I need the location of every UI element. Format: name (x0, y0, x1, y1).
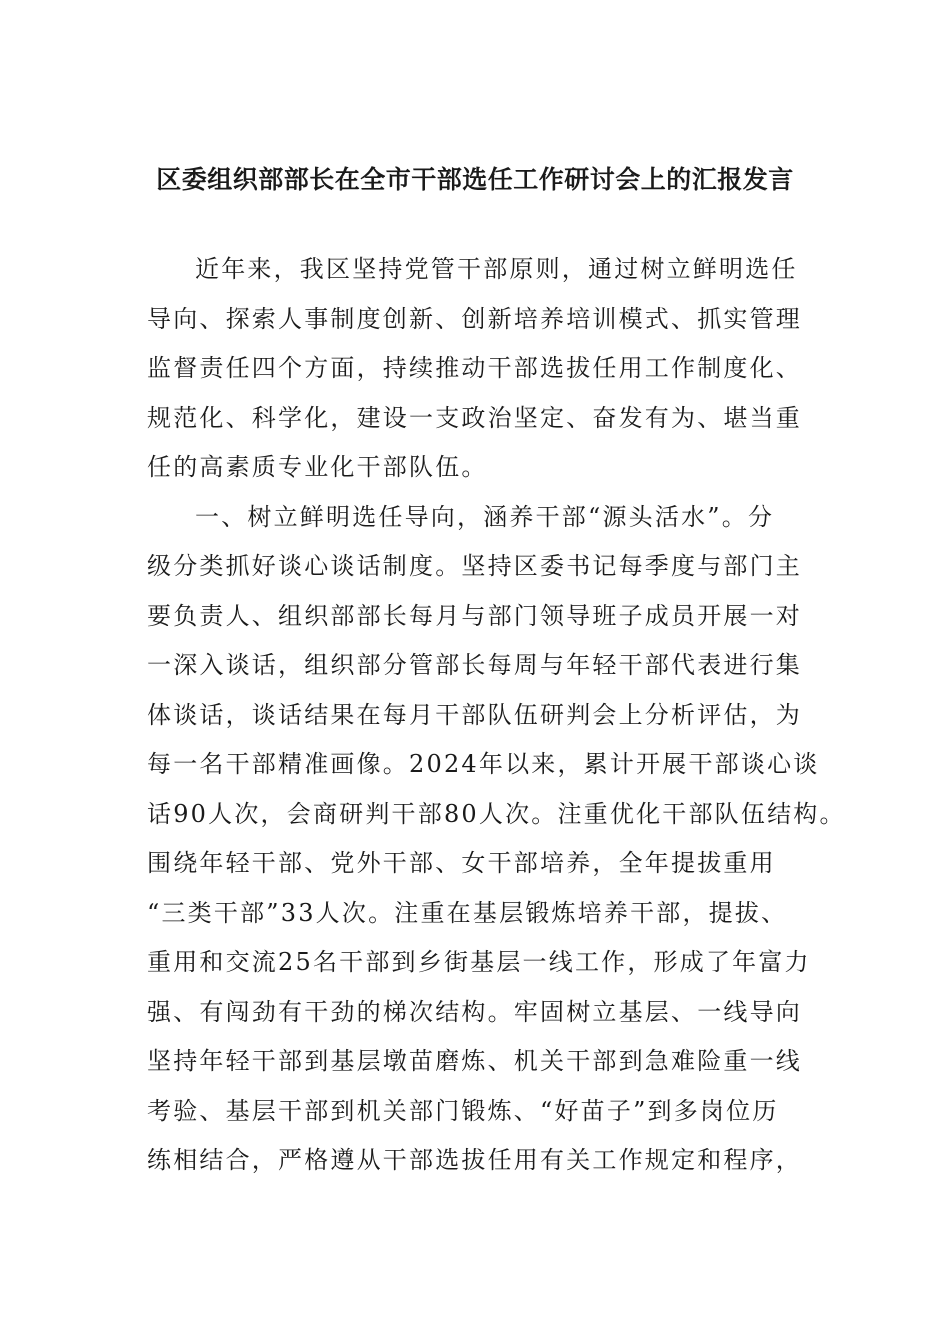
body-line: 近年来，我区坚持党管干部原则，通过树立鲜明选任 (195, 255, 798, 283)
body-line: 强、有闯劲有干劲的梯次结构。牢固树立基层、一线导向 (147, 997, 802, 1026)
body-line: 要负责人、组织部部长每月与部门领导班子成员开展一对 (147, 601, 802, 630)
body-line: 一、树立鲜明选任导向，涵养干部“源头活水”。分 (195, 502, 775, 531)
body-line: 规范化、科学化，建设一支政治坚定、奋发有为、堪当重 (147, 403, 802, 432)
body-line: 导向、探索人事制度创新、创新培养培训模式、抓实管理 (147, 304, 802, 333)
body-line: 级分类抓好谈心谈话制度。坚持区委书记每季度与部门主 (147, 552, 802, 580)
body-line: 一深入谈话，组织部分管部长每周与年轻干部代表进行集 (147, 651, 802, 679)
document-title: 区委组织部部长在全市干部选任工作研讨会上的汇报发言 (156, 165, 794, 194)
body-line: 练相结合，严格遵从干部选拔任用有关工作规定和程序， (147, 1146, 802, 1174)
body-line: 坚持年轻干部到基层墩苗磨炼、机关干部到急难险重一线 (147, 1047, 802, 1075)
body-line: 体谈话，谈话结果在每月干部队伍研判会上分析评估，为 (147, 700, 802, 729)
body-line: 考验、基层干部到机关部门锻炼、“好苗子”到多岗位历 (147, 1096, 779, 1125)
body-line: “三类干部”33人次。注重在基层锻炼培养干部，提拔、 (147, 898, 788, 927)
body-line: 围绕年轻干部、党外干部、女干部培养，全年提拔重用 (147, 849, 776, 877)
body-line: 任的高素质专业化干部队伍。 (147, 453, 488, 481)
body-line: 重用和交流25名干部到乡街基层一线工作，形成了年富力 (147, 948, 811, 976)
document-body (147, 245, 846, 1186)
body-line: 话90人次，会商研判干部80人次。注重优化干部队伍结构。 (147, 799, 846, 828)
body-line: 监督责任四个方面，持续推动干部选拔任用工作制度化、 (147, 354, 802, 382)
body-line: 每一名干部精准画像。2024年以来，累计开展干部谈心谈 (147, 750, 820, 778)
